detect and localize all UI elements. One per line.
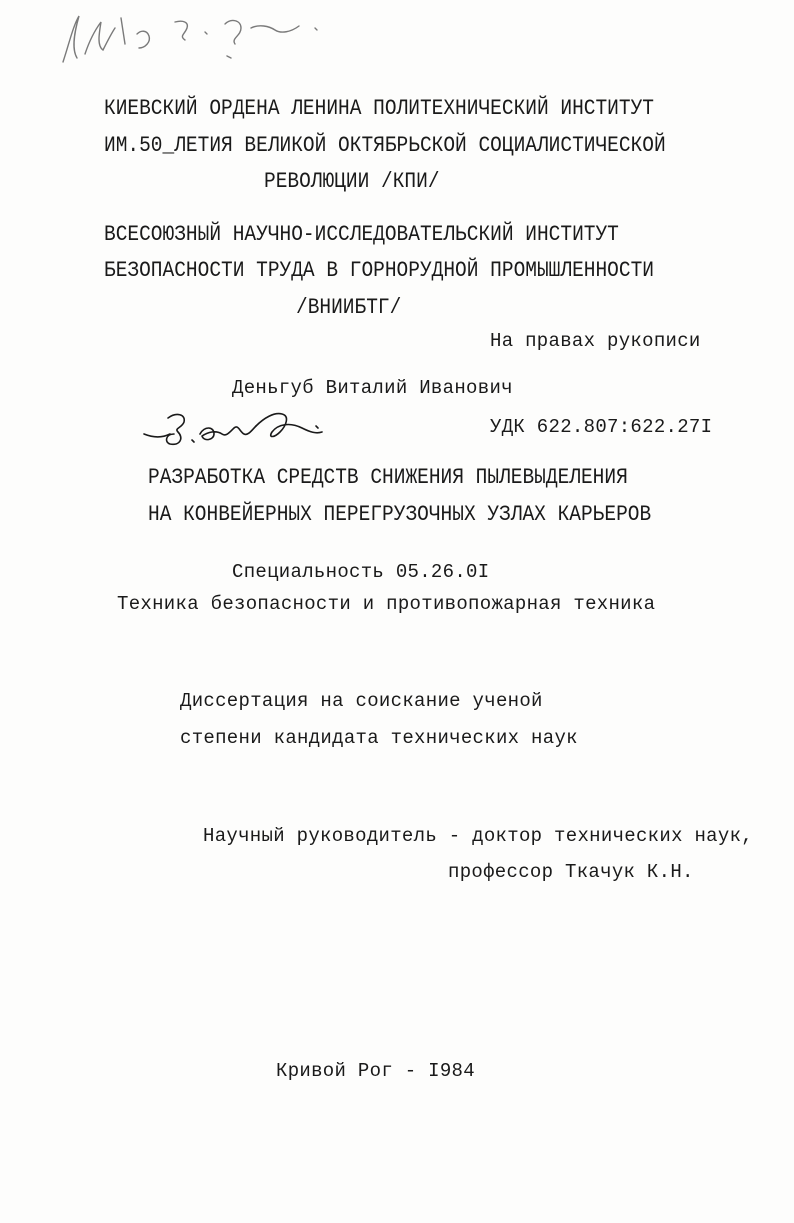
institute1-line2: ИМ.50_ЛЕТИЯ ВЕЛИКОЙ ОКТЯБРЬСКОЙ СОЦИАЛИСТИЧЕСКОЙ [104,133,666,158]
udc-code: УДК 622.807:622.27I [490,416,713,438]
institute1-line3: РЕВОЛЮЦИИ /КПИ/ [264,169,440,194]
degree-line2: степени кандидата технических наук [180,727,578,749]
dissertation-title-line1: РАЗРАБОТКА СРЕДСТВ СНИЖЕНИЯ ПЫЛЕВЫДЕЛЕНИЯ [148,465,628,490]
institute2-line1: ВСЕСОЮЗНЫЙ НАУЧНО-ИССЛЕДОВАТЕЛЬСКИЙ ИНСТИТУТ [104,222,619,247]
institute2-line3: /ВНИИБТГ/ [296,295,402,320]
specialty-name: Техника безопасности и противопожарная техника [117,593,656,615]
author-signature [140,404,330,452]
handwritten-note-scribble [55,4,355,74]
author-name: Деньгуб Виталий Иванович [232,377,513,399]
supervisor-line1: Научный руководитель - доктор технических наук, [203,825,753,847]
degree-line1: Диссертация на соискание ученой [180,690,543,712]
institute1-line1: КИЕВСКИЙ ОРДЕНА ЛЕНИНА ПОЛИТЕХНИЧЕСКИЙ ИНСТИТУТ [104,96,654,121]
dissertation-title-line2: НА КОНВЕЙЕРНЫХ ПЕРЕГРУЗОЧНЫХ УЗЛАХ КАРЬЕРОВ [148,502,652,527]
supervisor-line2: профессор Ткачук К.Н. [448,861,694,883]
city-year: Кривой Рог - I984 [276,1060,475,1082]
institute2-line2: БЕЗОПАСНОСТИ ТРУДА В ГОРНОРУДНОЙ ПРОМЫШЛЕННОСТИ [104,258,654,283]
specialty-code: Специальность 05.26.0I [232,561,490,583]
manuscript-rights-note: На правах рукописи [490,330,701,352]
